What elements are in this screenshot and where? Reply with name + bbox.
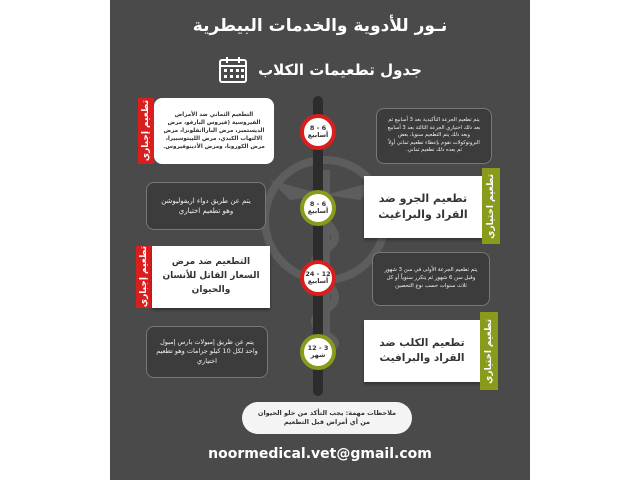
calendar-icon (218, 56, 248, 84)
age-node (300, 114, 336, 150)
age-node (300, 260, 336, 296)
vaccine-note-card (372, 252, 490, 306)
age-node (300, 334, 336, 370)
age-label: 3 - 12 شهر (307, 343, 329, 359)
schedule-subtitle: جدول تطعيمات الكلاب (258, 61, 422, 79)
contact-email[interactable]: noormedical.vet@gmail.com (208, 446, 432, 462)
vaccine-note: يتم عن طريق إمبولات بارس إمبول واحد لكل 10 كيلو جرامات وهو تطعيم اختياري (156, 337, 258, 365)
subtitle-row (110, 56, 530, 84)
vaccine-note-card (146, 326, 268, 378)
vaccine-card (364, 320, 480, 382)
notes-text: ملاحظات مهمة: يجب التأكد من خلو الحيوان من أي أمراض قبل التطعيم (257, 408, 397, 426)
age-label: 6 - 8 أسابيع (307, 123, 329, 139)
vaccine-note: يتم تطعيم الجرعة التأكيدية بعد 3 أسابيع ثم بعد ذلك اختياري الجرعة الثالثة بعد 3 أسابيع وبعد ذلك يتم التطعيم سنويا، بعض البروتوكولات تقوم بإعطاء تطعيم ثماني أولاً ثم بعده ذلك تطعيم ثماني. (387, 117, 481, 154)
important-notes (242, 402, 412, 434)
vaccine-note: يتم تطعيم الجرعة الأولى في سن 3 شهور وقبل سن 6 شهور ثم يتكرر سنوياً أو كل ثلاث سنوات حسب نوع التحصين (384, 267, 478, 289)
vaccine-description: تطعيم الجرو ضد القراد والبراغيث (378, 192, 468, 221)
vaccine-note: يتم عن طريق دواء اريفوليوشن وهو تطعيم اختياري (161, 196, 251, 215)
vaccine-card (364, 176, 482, 238)
tag-label: تطعيم اختياري (484, 318, 494, 384)
vaccine-card (152, 246, 270, 308)
tag-label: تطعيم اختياري (486, 173, 496, 239)
vaccine-description: تطعيم الكلب ضد القراد والبرافيث (379, 336, 465, 364)
clinic-title: نـور للأدوية والخدمات البيطرية (192, 16, 448, 36)
tag-label: تطعيم إجباري (141, 100, 151, 162)
optional-tag (480, 312, 498, 390)
mandatory-tag (136, 246, 152, 308)
vaccine-card (154, 98, 274, 164)
vaccine-note-card (146, 182, 266, 230)
vaccination-poster (110, 0, 530, 480)
mandatory-tag (138, 98, 154, 164)
vaccine-note-card (376, 108, 492, 164)
age-node (300, 190, 336, 226)
tag-label: تطعيم إجباري (139, 246, 149, 308)
vaccine-description: التطعيم الثماني ضد الأمراض الفيروسية (فيروس البارفو، مرض الديستمبر، مرض الباراانفلونزا، مرض الالتهاب الكبدي، مرض الليبتوسبيرا، مرض الكورونا، ومرض الأدينوفيروس. (163, 111, 265, 151)
vaccine-description: التطعيم ضد مرض السعار القاتل للأنسان والحيوان (162, 257, 260, 295)
age-label: 6 - 8 أسابيع (307, 199, 329, 215)
age-label: 12 - 24 أسابيع (305, 269, 331, 285)
optional-tag (482, 168, 500, 244)
